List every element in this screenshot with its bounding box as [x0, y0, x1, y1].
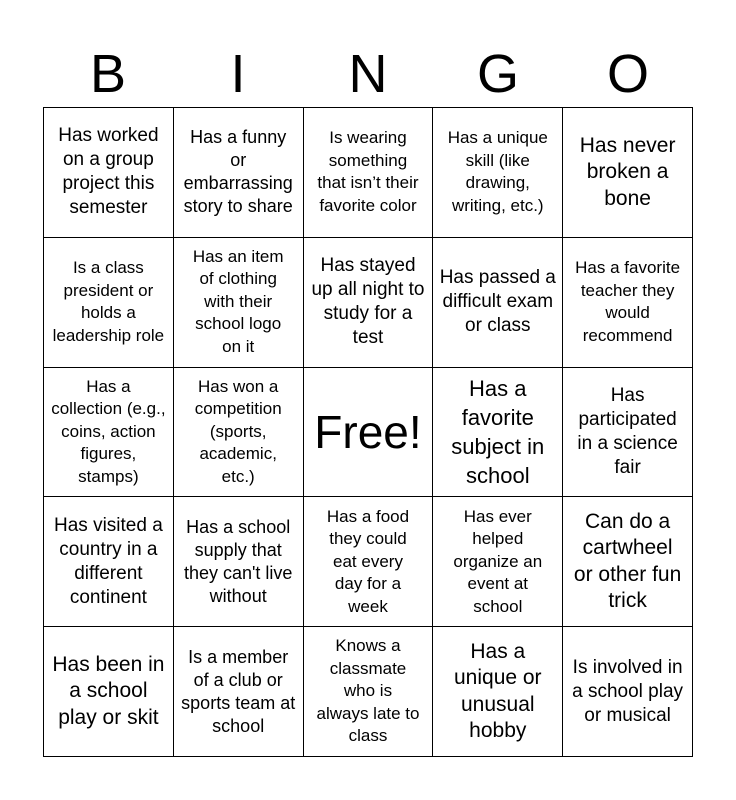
- bingo-cell-text: Has a school supply that they can't live without: [183, 516, 293, 606]
- bingo-cell-r2-c1[interactable]: [174, 368, 304, 498]
- bingo-cell-text: Has stayed up all night to study for a test: [311, 255, 425, 349]
- bingo-cell-text: Has a food they could eat every day for a week: [326, 506, 410, 616]
- header-letter-g: G: [476, 44, 519, 104]
- bingo-cell-text: Has never broken a bone: [579, 133, 676, 210]
- bingo-cell-r3-c0[interactable]: [44, 497, 174, 627]
- bingo-cell-text: Can do a cartwheel or other fun trick: [573, 509, 682, 613]
- bingo-cell-text: Has a favorite teacher they would recommend: [575, 258, 681, 345]
- bingo-header: [43, 40, 693, 108]
- bingo-cell-r4-c2[interactable]: [304, 627, 434, 757]
- header-letter-n: N: [348, 44, 388, 104]
- bingo-cell-r1-c3[interactable]: [433, 238, 563, 368]
- bingo-cell-r1-c2[interactable]: [304, 238, 434, 368]
- bingo-cell-r1-c4[interactable]: [563, 238, 693, 368]
- bingo-cell-r0-c4[interactable]: [563, 108, 693, 238]
- bingo-cell-text: Has a unique or unusual hobby: [453, 639, 542, 743]
- bingo-cell-r0-c3[interactable]: [433, 108, 563, 238]
- bingo-cell-free[interactable]: [304, 368, 434, 498]
- bingo-cell-r2-c3[interactable]: [433, 368, 563, 498]
- bingo-cell-text: Is involved in a school play or musical: [572, 656, 684, 726]
- bingo-cell-text: Is a class president or holds a leadership role: [52, 258, 165, 345]
- bingo-cell-r4-c4[interactable]: [563, 627, 693, 757]
- bingo-cell-r2-c0[interactable]: [44, 368, 174, 498]
- bingo-cell-r1-c1[interactable]: [174, 238, 304, 368]
- bingo-cell-r1-c0[interactable]: [44, 238, 174, 368]
- bingo-cell-text: Knows a classmate who is always late to class: [316, 636, 420, 746]
- bingo-cell-text: Has an item of clothing with their school logo on it: [192, 246, 284, 356]
- bingo-cell-text: Has passed a difficult exam or class: [439, 267, 556, 337]
- bingo-cell-r0-c2[interactable]: [304, 108, 434, 238]
- bingo-cell-r3-c1[interactable]: [174, 497, 304, 627]
- bingo-cell-text: Has participated in a science fair: [577, 384, 678, 478]
- bingo-cell-text: Has won a competition (sports, academic, etc.): [194, 376, 282, 486]
- bingo-cell-r4-c0[interactable]: [44, 627, 174, 757]
- bingo-cell-text: Has a unique skill (like drawing, writing, etc.): [447, 128, 548, 215]
- bingo-cell-text: Has ever helped organize an event at school: [453, 506, 543, 616]
- bingo-cell-r0-c0[interactable]: [44, 108, 174, 238]
- bingo-cell-text: Free!: [314, 405, 422, 458]
- bingo-cell-r3-c4[interactable]: [563, 497, 693, 627]
- header-letter-o: O: [606, 44, 649, 104]
- bingo-cell-r3-c2[interactable]: [304, 497, 434, 627]
- bingo-cell-text: Has worked on a group project this semester: [58, 125, 159, 219]
- header-letter-i: I: [230, 44, 246, 104]
- bingo-cell-text: Has a favorite subject in school: [451, 375, 545, 488]
- bingo-cell-r0-c1[interactable]: [174, 108, 304, 238]
- bingo-cell-text: Is a member of a club or sports team at school: [181, 646, 296, 736]
- bingo-cell-r4-c1[interactable]: [174, 627, 304, 757]
- bingo-cell-text: Has a collection (e.g., coins, action figures, stamps): [51, 376, 166, 486]
- bingo-cell-text: Has visited a country in a different continent: [54, 514, 163, 608]
- bingo-cell-text: Is wearing something that isn’t their favorite color: [317, 128, 419, 215]
- bingo-board: [43, 107, 693, 757]
- bingo-cell-r2-c4[interactable]: [563, 368, 693, 498]
- header-letter-b: B: [89, 44, 127, 104]
- bingo-cell-r3-c3[interactable]: [433, 497, 563, 627]
- bingo-cell-r4-c3[interactable]: [433, 627, 563, 757]
- bingo-cell-text: Has been in a school play or skit: [52, 652, 165, 729]
- bingo-cell-text: Has a funny or embarrassing story to share: [183, 127, 293, 217]
